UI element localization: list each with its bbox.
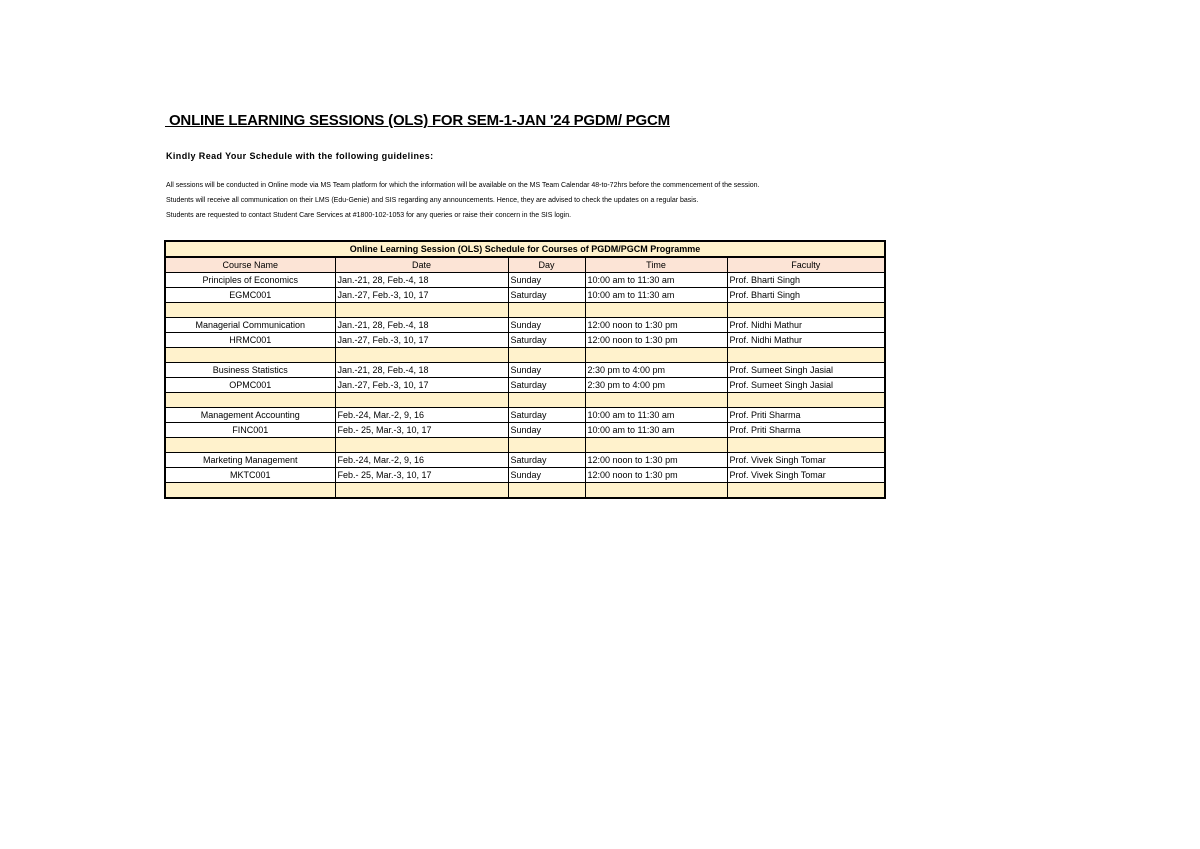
guideline-communication: Students will receive all communication on their LMS (Edu-Genie) and SIS regarding any announcements. Hence, they are advised to check the updates on a regular basis. (166, 197, 699, 204)
column-header-row (165, 257, 885, 273)
table-row (165, 378, 885, 393)
table-row (165, 288, 885, 303)
table-row (165, 408, 885, 423)
column-header-course: Course Name (165, 257, 335, 273)
session-time: 10:00 am to 11:30 am (585, 423, 727, 438)
page-title: ONLINE LEARNING SESSIONS (OLS) FOR SEM-1-JAN '24 PGDM/ PGCM (165, 112, 670, 129)
session-dates: Jan.-21, 28, Feb.-4, 18 (335, 363, 508, 378)
session-dates: Feb.-24, Mar.-2, 9, 16 (335, 408, 508, 423)
table-row (165, 273, 885, 288)
session-day: Sunday (508, 273, 585, 288)
session-day: Sunday (508, 363, 585, 378)
schedule-table (164, 240, 886, 499)
faculty-name: Prof. Nidhi Mathur (727, 318, 885, 333)
session-day: Saturday (508, 408, 585, 423)
faculty-name: Prof. Bharti Singh (727, 273, 885, 288)
session-time: 10:00 am to 11:30 am (585, 273, 727, 288)
session-day: Sunday (508, 468, 585, 483)
table-row (165, 453, 885, 468)
column-header-day: Day (508, 257, 585, 273)
spacer-row (165, 303, 885, 318)
session-time: 12:00 noon to 1:30 pm (585, 318, 727, 333)
faculty-name: Prof. Sumeet Singh Jasial (727, 378, 885, 393)
session-time: 12:00 noon to 1:30 pm (585, 333, 727, 348)
session-time: 12:00 noon to 1:30 pm (585, 468, 727, 483)
spacer-row (165, 483, 885, 499)
session-dates: Jan.-21, 28, Feb.-4, 18 (335, 318, 508, 333)
column-header-date: Date (335, 257, 508, 273)
guideline-contact: Students are requested to contact Student Care Services at #1800-102-1053 for any queries or raise their concern in the SIS login. (166, 212, 572, 219)
session-time: 12:00 noon to 1:30 pm (585, 453, 727, 468)
table-row (165, 363, 885, 378)
session-day: Saturday (508, 378, 585, 393)
table-row (165, 333, 885, 348)
session-day: Sunday (508, 423, 585, 438)
table-title: Online Learning Session (OLS) Schedule for Courses of PGDM/PGCM Programme (165, 241, 885, 257)
session-day: Saturday (508, 288, 585, 303)
guideline-online-mode: All sessions will be conducted in Online mode via MS Team platform for which the information will be available on the MS Team Calendar 48-to-72hrs before the commencement of the session. (166, 182, 760, 189)
faculty-name: Prof. Priti Sharma (727, 408, 885, 423)
course-name: Business Statistics (165, 363, 335, 378)
session-dates: Feb.- 25, Mar.-3, 10, 17 (335, 423, 508, 438)
session-dates: Jan.-21, 28, Feb.-4, 18 (335, 273, 508, 288)
table-row (165, 423, 885, 438)
spacer-row (165, 348, 885, 363)
session-dates: Feb.-24, Mar.-2, 9, 16 (335, 453, 508, 468)
session-time: 2:30 pm to 4:00 pm (585, 363, 727, 378)
session-time: 2:30 pm to 4:00 pm (585, 378, 727, 393)
course-code: MKTC001 (165, 468, 335, 483)
spacer-row (165, 393, 885, 408)
faculty-name: Prof. Nidhi Mathur (727, 333, 885, 348)
course-name: Managerial Communication (165, 318, 335, 333)
faculty-name: Prof. Sumeet Singh Jasial (727, 363, 885, 378)
session-day: Saturday (508, 333, 585, 348)
course-name: Principles of Economics (165, 273, 335, 288)
faculty-name: Prof. Vivek Singh Tomar (727, 468, 885, 483)
course-code: FINC001 (165, 423, 335, 438)
course-name: Management Accounting (165, 408, 335, 423)
session-dates: Jan.-27, Feb.-3, 10, 17 (335, 333, 508, 348)
session-dates: Jan.-27, Feb.-3, 10, 17 (335, 288, 508, 303)
table-row (165, 318, 885, 333)
table-title-row (165, 241, 885, 257)
session-time: 10:00 am to 11:30 am (585, 408, 727, 423)
course-name: Marketing Management (165, 453, 335, 468)
session-day: Sunday (508, 318, 585, 333)
course-code: EGMC001 (165, 288, 335, 303)
spacer-row (165, 438, 885, 453)
column-header-time: Time (585, 257, 727, 273)
faculty-name: Prof. Vivek Singh Tomar (727, 453, 885, 468)
table-row (165, 468, 885, 483)
guidelines-heading: Kindly Read Your Schedule with the following guidelines: (166, 151, 434, 161)
session-time: 10:00 am to 11:30 am (585, 288, 727, 303)
column-header-faculty: Faculty (727, 257, 885, 273)
session-day: Saturday (508, 453, 585, 468)
session-dates: Jan.-27, Feb.-3, 10, 17 (335, 378, 508, 393)
course-code: OPMC001 (165, 378, 335, 393)
faculty-name: Prof. Priti Sharma (727, 423, 885, 438)
course-code: HRMC001 (165, 333, 335, 348)
faculty-name: Prof. Bharti Singh (727, 288, 885, 303)
session-dates: Feb.- 25, Mar.-3, 10, 17 (335, 468, 508, 483)
